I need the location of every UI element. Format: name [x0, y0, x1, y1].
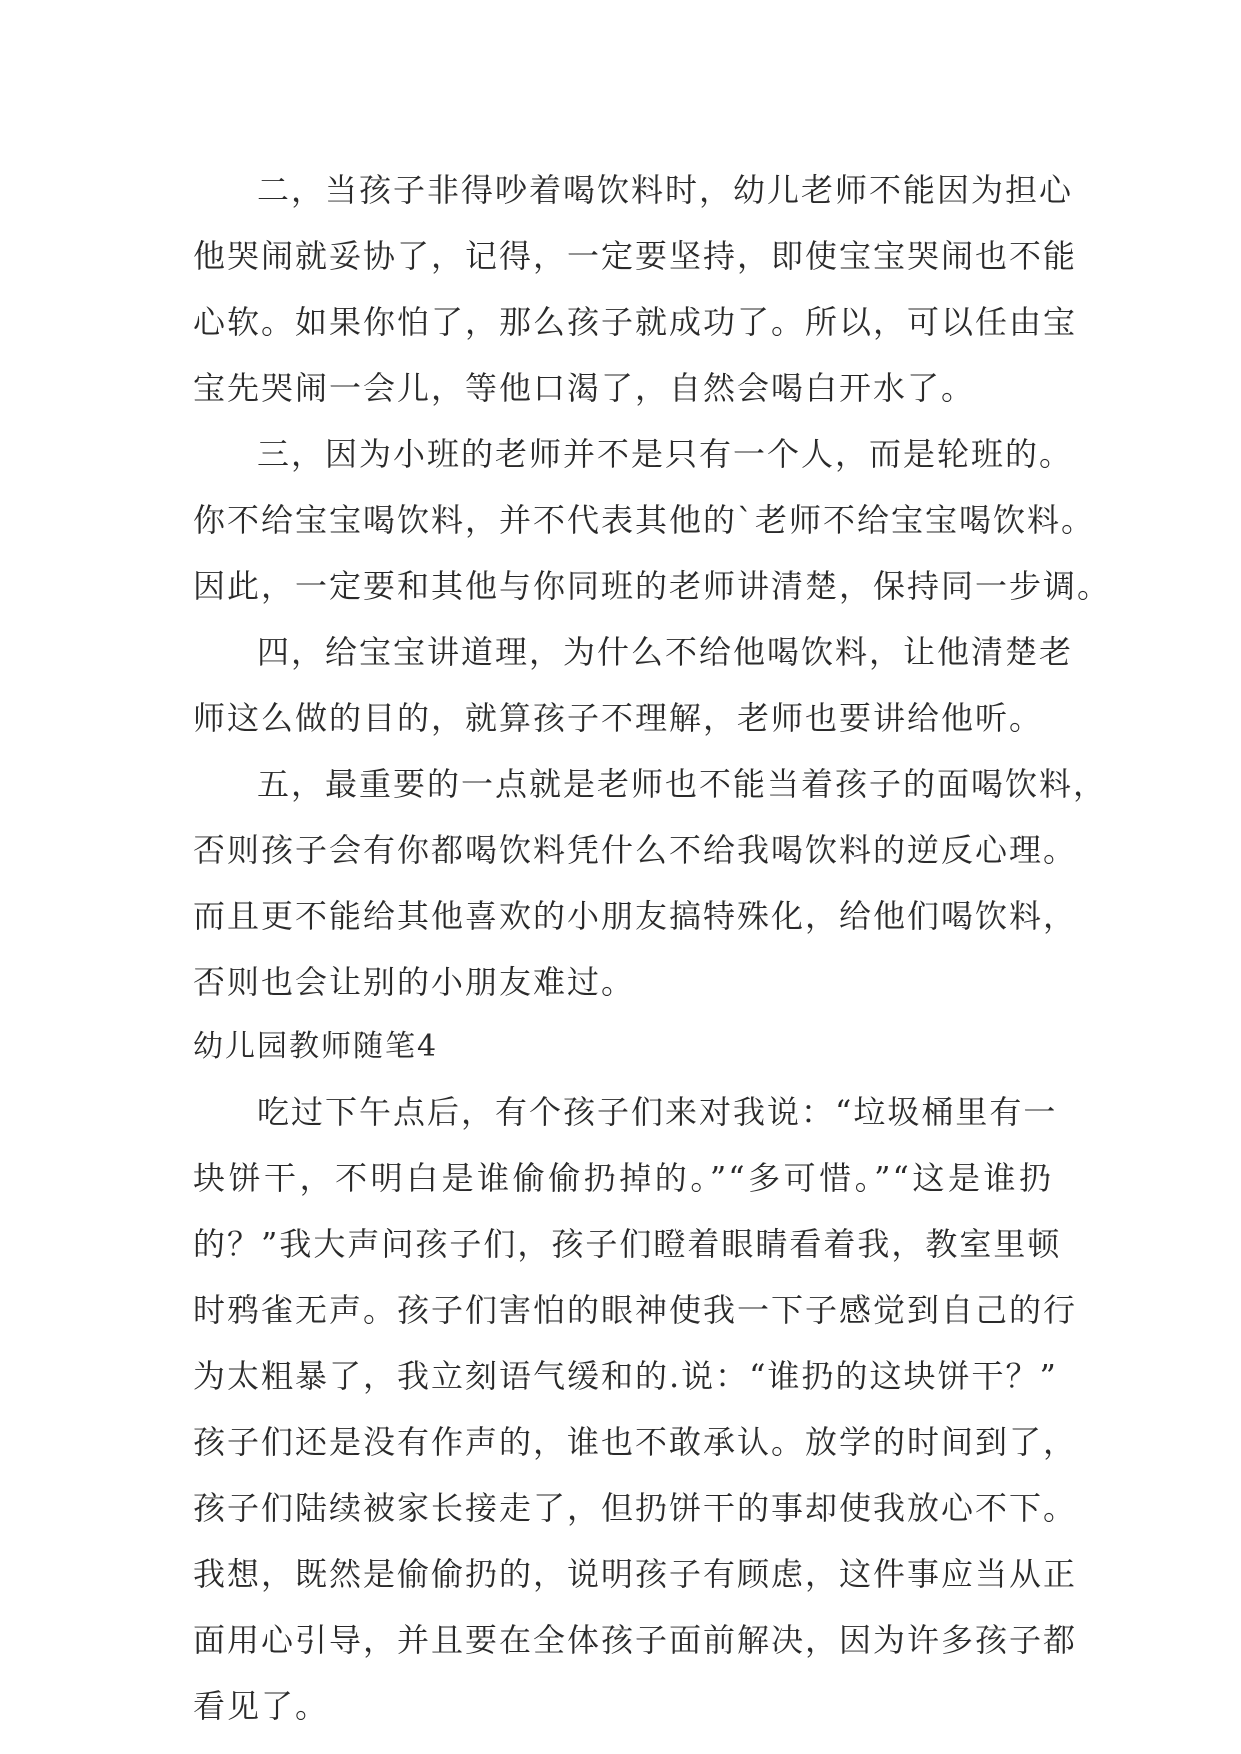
paragraph-3: [193, 421, 1112, 619]
text-line: 的？”我大声问孩子们，孩子们瞪着眼睛看着我，教室里顿: [193, 1225, 1062, 1263]
text-line: 我想，既然是偷偷扔的，说明孩子有顾虑，这件事应当从正: [193, 1555, 1078, 1593]
text-line: 二，当孩子非得吵着喝饮料时，幼儿老师不能因为担心: [257, 171, 1074, 209]
text-line: 看见了。: [193, 1687, 330, 1725]
paragraph-5: [193, 751, 1108, 1015]
document-body: [193, 157, 1112, 1739]
text-line: 师这么做的目的，就算孩子不理解，老师也要讲给他听。: [193, 699, 1044, 737]
text-line: 否则孩子会有你都喝饮料凭什么不给我喝饮料的逆反心理。: [193, 831, 1078, 869]
text-line: 五，最重要的一点就是老师也不能当着孩子的面喝饮料，: [257, 765, 1108, 803]
paragraph-2: [193, 157, 1078, 421]
paragraph-6: [193, 1079, 1078, 1739]
text-line: 吃过下午点后，有个孩子们来对我说：“垃圾桶里有一: [257, 1093, 1058, 1131]
text-line: 孩子们陆续被家长接走了，但扔饼干的事却使我放心不下。: [193, 1489, 1078, 1527]
text-line: 心软。如果你怕了，那么孩子就成功了。所以，可以任由宝: [193, 303, 1078, 341]
text-line: 面用心引导，并且要在全体孩子面前解决，因为许多孩子都: [193, 1621, 1078, 1659]
text-line: 宝先哭闹一会儿，等他口渴了，自然会喝白开水了。: [193, 369, 976, 407]
text-line: 三，因为小班的老师并不是只有一个人，而是轮班的。: [257, 435, 1074, 473]
text-line: 四，给宝宝讲道理，为什么不给他喝饮料，让他清楚老: [257, 633, 1074, 671]
text-line: 孩子们还是没有作声的，谁也不敢承认。放学的时间到了，: [193, 1423, 1078, 1461]
text-line: 他哭闹就妥协了，记得，一定要坚持，即使宝宝哭闹也不能: [193, 237, 1078, 275]
paragraph-4: [193, 619, 1074, 751]
text-line: 块饼干，不明白是谁偷偷扔掉的。”“多可惜。”“这是谁扔: [193, 1159, 1053, 1197]
text-line: 你不给宝宝喝饮料，并不代表其他的`老师不给宝宝喝饮料。: [193, 501, 1096, 539]
text-line: 否则也会让别的小朋友难过。: [193, 963, 636, 1001]
text-line: 因此，一定要和其他与你同班的老师讲清楚，保持同一步调。: [193, 567, 1112, 605]
text-line: 时鸦雀无声。孩子们害怕的眼神使我一下子感觉到自己的行: [193, 1291, 1078, 1329]
text-line: 而且更不能给其他喜欢的小朋友搞特殊化，给他们喝饮料，: [193, 897, 1078, 935]
section-heading: 幼儿园教师随笔4: [193, 1029, 439, 1064]
text-line: 为太粗暴了，我立刻语气缓和的.说：“谁扔的这块饼干？”: [193, 1357, 1058, 1395]
